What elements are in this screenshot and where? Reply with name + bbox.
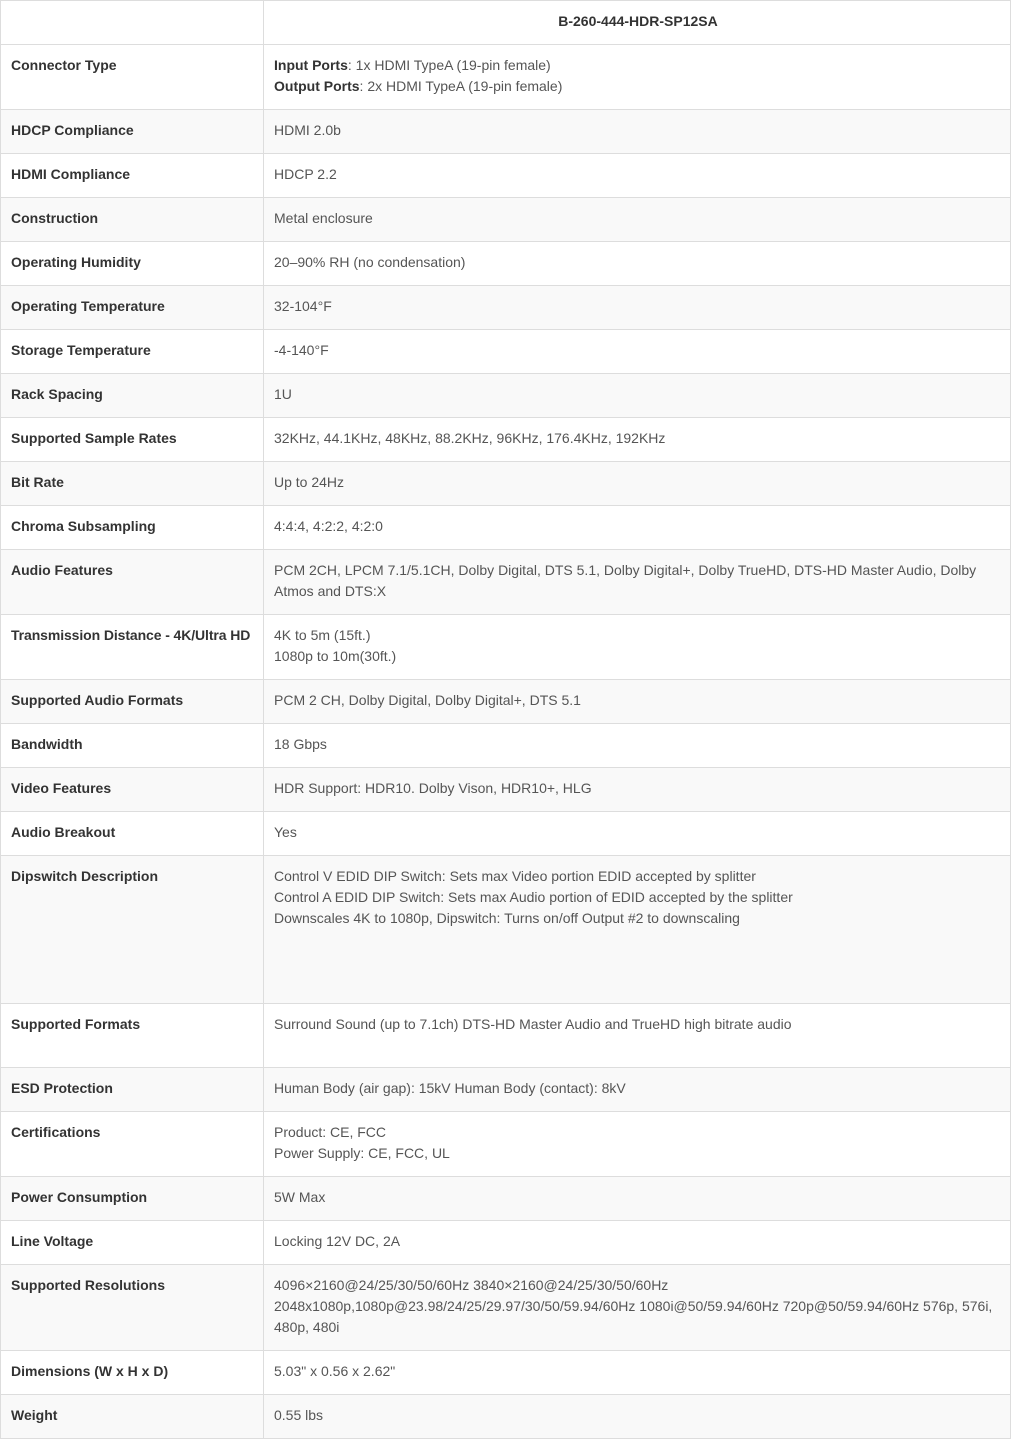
header-row bbox=[1, 1, 1011, 45]
spec-label: HDMI Compliance bbox=[1, 154, 264, 198]
spec-label: Rack Spacing bbox=[1, 374, 264, 418]
spec-row-sample-rates bbox=[1, 418, 1011, 462]
cert-product-line: Product: CE, FCC bbox=[274, 1124, 387, 1140]
spec-label: Transmission Distance - 4K/Ultra HD bbox=[1, 615, 264, 680]
dipswitch-line-video: Control V EDID DIP Switch: Sets max Video portion EDID accepted by splitter bbox=[274, 868, 756, 884]
spec-label: Power Consumption bbox=[1, 1177, 264, 1221]
spec-row-dimensions bbox=[1, 1351, 1011, 1395]
spec-label: Weight bbox=[1, 1395, 264, 1439]
spec-row-bit-rate bbox=[1, 462, 1011, 506]
dipswitch-line-downscale: Downscales 4K to 1080p, Dipswitch: Turns on/off Output #2 to downscaling bbox=[274, 910, 740, 926]
spec-row-esd-protection bbox=[1, 1068, 1011, 1112]
spec-value: PCM 2 CH, Dolby Digital, Dolby Digital+, DTS 5.1 bbox=[264, 680, 1011, 724]
spec-value: Up to 24Hz bbox=[264, 462, 1011, 506]
spec-value: Surround Sound (up to 7.1ch) DTS-HD Master Audio and TrueHD high bitrate audio bbox=[264, 1004, 1011, 1068]
spec-value bbox=[264, 1112, 1011, 1177]
spec-value: 5W Max bbox=[264, 1177, 1011, 1221]
spec-label: Supported Audio Formats bbox=[1, 680, 264, 724]
output-ports-value: : 2x HDMI TypeA (19-pin female) bbox=[359, 78, 563, 94]
spec-row-audio-formats bbox=[1, 680, 1011, 724]
spec-value bbox=[264, 856, 1011, 1004]
spec-value: 18 Gbps bbox=[264, 724, 1011, 768]
spec-label: Certifications bbox=[1, 1112, 264, 1177]
spec-row-supported-formats bbox=[1, 1004, 1011, 1068]
spec-value: Metal enclosure bbox=[264, 198, 1011, 242]
spec-row-transmission-distance bbox=[1, 615, 1011, 680]
spec-row-audio-features bbox=[1, 550, 1011, 615]
spec-value: HDR Support: HDR10. Dolby Vison, HDR10+, HLG bbox=[264, 768, 1011, 812]
spec-label: Chroma Subsampling bbox=[1, 506, 264, 550]
spec-row-connector-type bbox=[1, 45, 1011, 110]
spec-value: 5.03" x 0.56 x 2.62" bbox=[264, 1351, 1011, 1395]
spec-value: 0.55 lbs bbox=[264, 1395, 1011, 1439]
spec-label: Line Voltage bbox=[1, 1221, 264, 1265]
spec-label: Construction bbox=[1, 198, 264, 242]
dipswitch-line-audio: Control A EDID DIP Switch: Sets max Audio portion of EDID accepted by the splitter bbox=[274, 889, 793, 905]
spec-value: 1U bbox=[264, 374, 1011, 418]
spec-value: 32KHz, 44.1KHz, 48KHz, 88.2KHz, 96KHz, 176.4KHz, 192KHz bbox=[264, 418, 1011, 462]
spec-row-construction bbox=[1, 198, 1011, 242]
spec-value: HDCP 2.2 bbox=[264, 154, 1011, 198]
spec-row-dipswitch-description bbox=[1, 856, 1011, 1004]
spec-value: Locking 12V DC, 2A bbox=[264, 1221, 1011, 1265]
product-model-header: B-260-444-HDR-SP12SA bbox=[264, 1, 1011, 45]
spec-row-operating-temperature bbox=[1, 286, 1011, 330]
spec-row-hdmi-compliance bbox=[1, 154, 1011, 198]
spec-label: Connector Type bbox=[1, 45, 264, 110]
spec-value bbox=[264, 615, 1011, 680]
input-ports-key: Input Ports bbox=[274, 57, 348, 73]
spec-label: Audio Breakout bbox=[1, 812, 264, 856]
output-ports-line bbox=[274, 76, 1002, 97]
spec-row-rack-spacing bbox=[1, 374, 1011, 418]
spec-row-audio-breakout bbox=[1, 812, 1011, 856]
input-ports-value: : 1x HDMI TypeA (19-pin female) bbox=[347, 57, 551, 73]
spec-value bbox=[264, 45, 1011, 110]
spec-label: HDCP Compliance bbox=[1, 110, 264, 154]
spec-value: 4096×2160@24/25/30/50/60Hz 3840×2160@24/25/30/50/60Hz 2048x1080p,1080p@23.98/24/25/29.97/30/50/59.94/60Hz 1080i@50/59.94/60Hz 720p@50/59.94/60Hz 576p, 576i, 480p, 480i bbox=[264, 1265, 1011, 1351]
spec-value: -4-140°F bbox=[264, 330, 1011, 374]
spec-label: Supported Resolutions bbox=[1, 1265, 264, 1351]
spec-value: Yes bbox=[264, 812, 1011, 856]
spec-label: Bandwidth bbox=[1, 724, 264, 768]
spec-label: Storage Temperature bbox=[1, 330, 264, 374]
spec-label: Supported Formats bbox=[1, 1004, 264, 1068]
spec-value: 4:4:4, 4:2:2, 4:2:0 bbox=[264, 506, 1011, 550]
spec-label: Operating Humidity bbox=[1, 242, 264, 286]
spec-row-certifications bbox=[1, 1112, 1011, 1177]
spec-row-weight bbox=[1, 1395, 1011, 1439]
spec-value: Human Body (air gap): 15kV Human Body (contact): 8kV bbox=[264, 1068, 1011, 1112]
spec-row-power-consumption bbox=[1, 1177, 1011, 1221]
spec-label: Video Features bbox=[1, 768, 264, 812]
distance-1080p-line: 1080p to 10m(30ft.) bbox=[274, 648, 397, 664]
output-ports-key: Output Ports bbox=[274, 78, 360, 94]
spec-label: Dimensions (W x H x D) bbox=[1, 1351, 264, 1395]
spec-row-supported-resolutions bbox=[1, 1265, 1011, 1351]
cert-power-supply-line: Power Supply: CE, FCC, UL bbox=[274, 1145, 450, 1161]
spec-row-chroma-subsampling bbox=[1, 506, 1011, 550]
spec-label: Operating Temperature bbox=[1, 286, 264, 330]
input-ports-line bbox=[274, 55, 1002, 76]
spec-row-storage-temperature bbox=[1, 330, 1011, 374]
spec-row-video-features bbox=[1, 768, 1011, 812]
header-empty-cell bbox=[1, 1, 264, 45]
spec-value: 20–90% RH (no condensation) bbox=[264, 242, 1011, 286]
spec-label: Audio Features bbox=[1, 550, 264, 615]
spec-value: 32-104°F bbox=[264, 286, 1011, 330]
spec-value: HDMI 2.0b bbox=[264, 110, 1011, 154]
distance-4k-line: 4K to 5m (15ft.) bbox=[274, 627, 371, 643]
spec-label: Bit Rate bbox=[1, 462, 264, 506]
spec-value: PCM 2CH, LPCM 7.1/5.1CH, Dolby Digital, DTS 5.1, Dolby Digital+, Dolby TrueHD, DTS-HD Master Audio, Dolby Atmos and DTS:X bbox=[264, 550, 1011, 615]
spec-label: ESD Protection bbox=[1, 1068, 264, 1112]
spec-row-line-voltage bbox=[1, 1221, 1011, 1265]
spec-row-hdcp-compliance bbox=[1, 110, 1011, 154]
spec-row-operating-humidity bbox=[1, 242, 1011, 286]
spec-label: Supported Sample Rates bbox=[1, 418, 264, 462]
spec-label: Dipswitch Description bbox=[1, 856, 264, 1004]
spec-row-bandwidth bbox=[1, 724, 1011, 768]
